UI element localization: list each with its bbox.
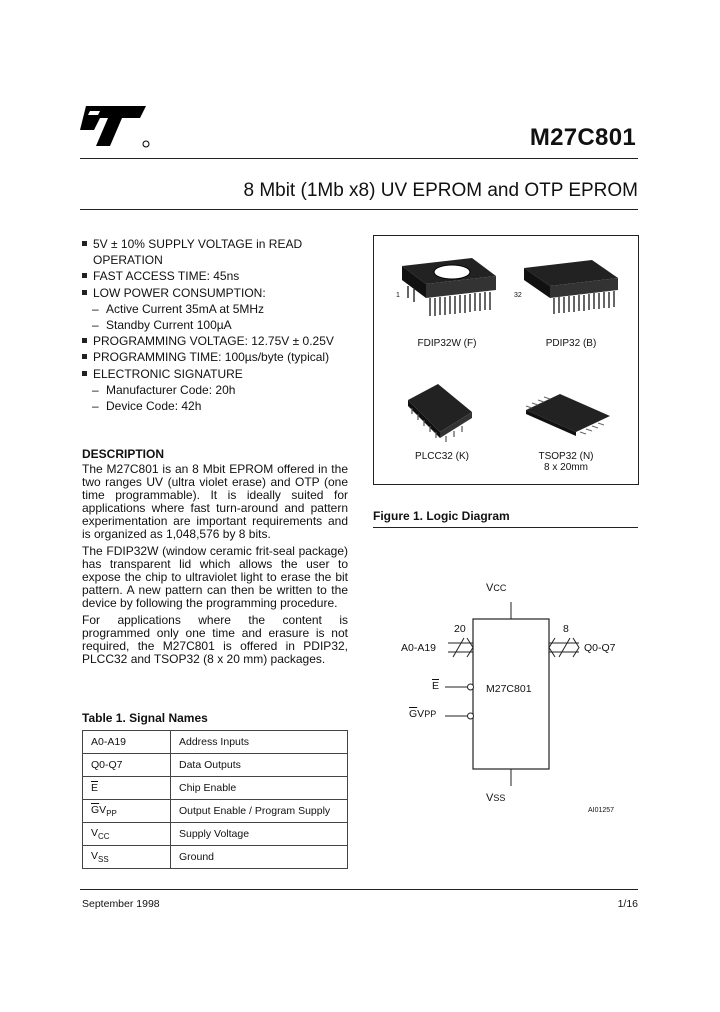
plcc32-label: PLCC32 (K) (415, 451, 469, 462)
data-bus-label: Q0-Q7 (584, 642, 616, 654)
part-number: M27C801 (529, 124, 636, 151)
feature-item: ELECTRONIC SIGNATURE (82, 366, 352, 382)
signal-desc-cell: Output Enable / Program Supply (171, 800, 348, 823)
package-illustrations (373, 235, 639, 485)
tsop32-package-image (526, 394, 610, 436)
plcc32-package-image (408, 384, 472, 442)
footer-rule (80, 889, 638, 890)
page-number: 1/16 (617, 898, 638, 910)
package-drawings (374, 236, 638, 484)
gvpp-label: $\overline{G}VPP$ (409, 708, 437, 720)
description-paragraph: The FDIP32W (window ceramic frit-seal package) has transparent lid which allows the user to expose the chip to ultraviolet light to erase the bit pattern. A new pattern can then be written to the device by following the programming procedure. (82, 544, 348, 610)
feature-item: PROGRAMMING VOLTAGE: 12.75V ± 0.25V (82, 333, 352, 349)
feature-subitem: – Manufacturer Code: 20h (92, 382, 236, 397)
description-text (82, 463, 348, 670)
header-rule (80, 158, 638, 159)
signal-cell: $\overline{G}V_{PP}$ (83, 800, 171, 823)
vss-label: VSS (486, 792, 506, 804)
feature-item: OPERATION (93, 253, 163, 268)
feature-subitem: – Standby Current 100µA (92, 318, 232, 333)
table-caption: Table 1. Signal Names (82, 711, 208, 725)
tsop32-size-label: 8 x 20mm (544, 462, 588, 473)
pdip32-label: PDIP32 (B) (545, 338, 597, 349)
feature-subitem: – Active Current 35mA at 5MHz (92, 301, 265, 316)
signal-desc-cell: Data Outputs (171, 754, 348, 777)
fdip32w-package-image (402, 258, 496, 316)
description-heading: DESCRIPTION (82, 447, 165, 461)
diagram-reference: AI01257 (588, 807, 615, 814)
logic-diagram (373, 530, 638, 830)
signal-cell: $\overline{E}$ (83, 777, 171, 800)
signal-names-table (82, 730, 348, 869)
signal-cell: $V_{CC}$ (83, 823, 171, 846)
pdip32-package-image (524, 260, 618, 314)
figure-caption: Figure 1. Logic Diagram (373, 509, 510, 523)
signal-desc-cell: Ground (171, 846, 348, 869)
st-logo (80, 104, 150, 148)
feature-subitem: – Device Code: 42h (92, 399, 202, 414)
fdip32w-label: FDIP32W (F) (417, 338, 477, 349)
feature-item: 5V ± 10% SUPPLY VOLTAGE in READ (82, 236, 352, 252)
vcc-label: VCC (486, 582, 507, 594)
figure-rule (373, 527, 638, 528)
signal-cell: $V_{SS}$ (83, 846, 171, 869)
feature-list (82, 236, 352, 414)
address-bus-label: A0-A19 (401, 642, 437, 654)
chip-name-label: M27C801 (486, 683, 532, 695)
document-subtitle: 8 Mbit (1Mb x8) UV EPROM and OTP EPROM (243, 180, 638, 201)
description-paragraph: The M27C801 is an 8 Mbit EPROM offered in the two ranges UV (ultra violet erase) and OTP (one time programmable). It is ideally suited for applications where fast turn-around and pattern experimentation are important requirements and is organized as 1,048,576 by 8 bits. (82, 462, 348, 541)
table-row (83, 846, 348, 869)
table-row (83, 731, 348, 754)
signal-cell: Q0-Q7 (83, 754, 171, 777)
data-count-label: 8 (563, 623, 569, 635)
description-paragraph: For applications where the content is programmed only one time and erasure is not required, the M27C801 is offered in PDIP32, PLCC32 and TSOP32 (8 x 20 mm) packages. (82, 613, 348, 666)
pdip-pin32-label: 32 (514, 292, 522, 299)
address-count-label: 20 (454, 623, 466, 635)
tsop32-label: TSOP32 (N) (538, 451, 594, 462)
fdip-pin1-label: 1 (396, 292, 400, 299)
table-row (83, 777, 348, 800)
footer-date: September 1998 (82, 898, 160, 910)
signal-desc-cell: Address Inputs (171, 731, 348, 754)
signal-desc-cell: Supply Voltage (171, 823, 348, 846)
logic-diagram-lines (373, 530, 638, 830)
feature-item: PROGRAMMING TIME: 100µs/byte (typical) (82, 349, 352, 365)
table-row (83, 823, 348, 846)
signal-desc-cell: Chip Enable (171, 777, 348, 800)
signal-cell: A0-A19 (83, 731, 171, 754)
table-row (83, 800, 348, 823)
feature-item: LOW POWER CONSUMPTION: (82, 285, 352, 301)
table-row (83, 754, 348, 777)
subtitle-rule (80, 209, 638, 210)
feature-item: FAST ACCESS TIME: 45ns (82, 268, 352, 284)
chip-enable-label: $\overline{E}$ (432, 680, 440, 692)
